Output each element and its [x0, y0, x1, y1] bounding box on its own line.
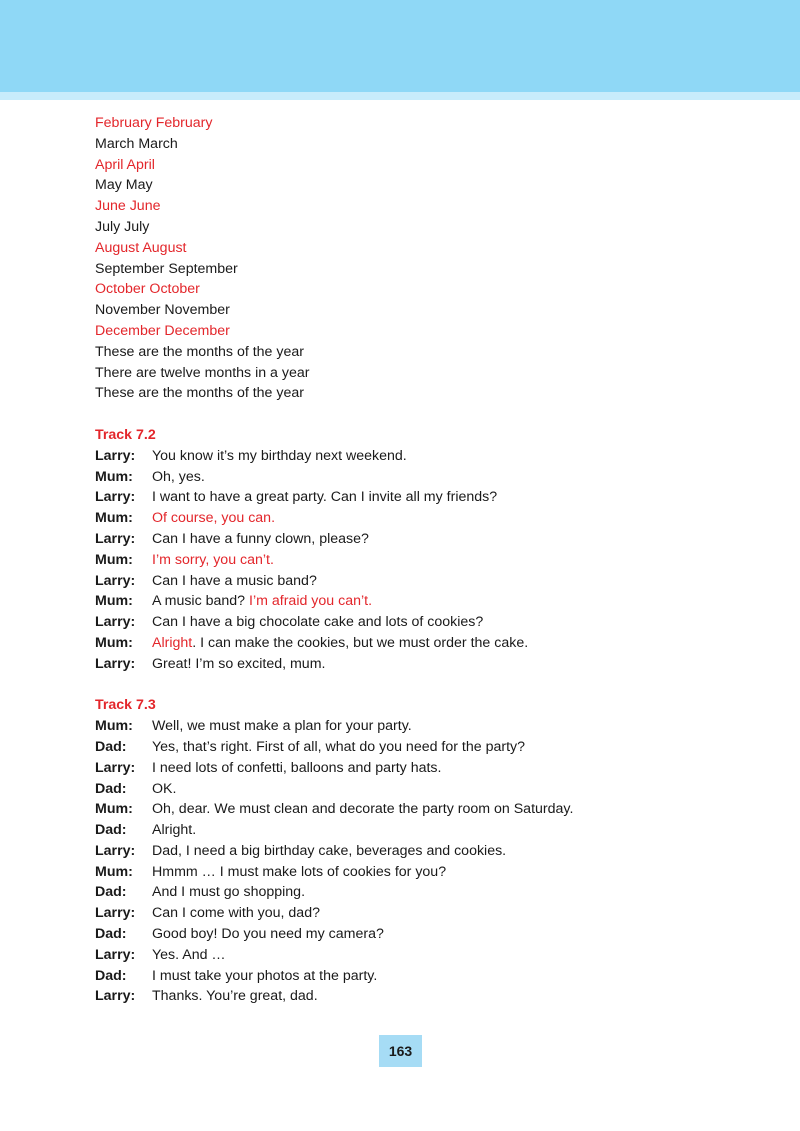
- speaker-label: Mum:: [95, 468, 133, 485]
- speech-text: [152, 779, 176, 800]
- speech-segment: Oh, dear. We must clean and decorate the party room on Saturday.: [152, 801, 574, 818]
- song-line: February February: [95, 115, 213, 131]
- speech-segment: Yes. And …: [152, 946, 226, 963]
- speech-text: [152, 487, 497, 508]
- speech-segment: Oh, yes.: [152, 468, 205, 485]
- header-stripe: [0, 92, 800, 100]
- speech-segment: Can I come with you, dad?: [152, 905, 320, 922]
- song-line: November November: [95, 302, 230, 319]
- song-line: December December: [95, 322, 230, 339]
- speaker-label: Dad:: [95, 780, 127, 797]
- dialogue-line: [95, 882, 775, 903]
- dialogue-line: [95, 612, 775, 633]
- speech-text: [152, 612, 483, 633]
- speaker-label: Dad:: [95, 738, 127, 755]
- song-line: August August: [95, 239, 187, 256]
- speaker-label: Mum:: [95, 593, 133, 610]
- speech-text: [152, 966, 377, 987]
- song-line: July July: [95, 218, 150, 235]
- dialogue-line: [95, 467, 775, 488]
- song-line: September September: [95, 260, 238, 277]
- dialogue-line: [95, 924, 775, 945]
- speaker-label: Larry:: [95, 946, 136, 963]
- song-line: These are the months of the year: [95, 385, 304, 402]
- speech-segment: OK.: [152, 780, 177, 797]
- speech-text: [152, 882, 305, 903]
- speech-segment: Good boy! Do you need my camera?: [152, 926, 384, 943]
- speaker-label: Larry:: [95, 759, 136, 776]
- highlighted-phrase: I’m afraid you can’t.: [249, 593, 373, 610]
- dialogue-line: [95, 633, 775, 654]
- dialogue-line: [95, 529, 775, 550]
- speech-text: [152, 737, 525, 758]
- header-band: [0, 0, 800, 92]
- track-7-3-title: Track 7.3: [95, 697, 156, 714]
- speech-segment: Hmmm … I must make lots of cookies for you?: [152, 863, 447, 880]
- speech-text: [152, 924, 384, 945]
- speech-text: [152, 820, 196, 841]
- song-line: There are twelve months in a year: [95, 364, 310, 381]
- speech-segment: Can I have a big chocolate cake and lots of cookies?: [152, 614, 484, 631]
- speech-segment: And I must go shopping.: [152, 884, 306, 901]
- dialogue-line: [95, 986, 775, 1007]
- dialogue-line: [95, 716, 775, 737]
- song-line: October October: [95, 281, 200, 298]
- speech-segment: A music band?: [152, 593, 250, 610]
- track-7-2-dialogue: [95, 446, 775, 675]
- page-content: [95, 113, 775, 1007]
- dialogue-line: [95, 799, 775, 820]
- highlighted-phrase: Of course, you can.: [152, 510, 276, 527]
- dialogue-line: [95, 654, 775, 675]
- speaker-label: Larry:: [95, 655, 136, 672]
- speaker-label: Larry:: [95, 572, 136, 589]
- dialogue-line: [95, 758, 775, 779]
- speaker-label: Larry:: [95, 447, 136, 464]
- dialogue-line: [95, 779, 775, 800]
- speech-segment: Can I have a music band?: [152, 572, 317, 589]
- speech-text: [152, 799, 573, 820]
- dialogue-line: [95, 508, 775, 529]
- speaker-label: Mum:: [95, 863, 133, 880]
- dialogue-line: [95, 966, 775, 987]
- speech-text: [152, 758, 441, 779]
- speaker-label: Dad:: [95, 822, 127, 839]
- speaker-label: Larry:: [95, 988, 136, 1005]
- speech-text: [152, 716, 412, 737]
- song-lyrics: [95, 113, 775, 404]
- song-line: These are the months of the year: [95, 343, 304, 360]
- highlighted-phrase: Alright: [152, 634, 193, 651]
- speech-segment: Can I have a funny clown, please?: [152, 530, 369, 547]
- speech-text: [152, 446, 407, 467]
- speaker-label: Mum:: [95, 801, 133, 818]
- dialogue-line: [95, 550, 775, 571]
- speaker-label: Dad:: [95, 926, 127, 943]
- speech-text: [152, 986, 318, 1007]
- speech-segment: Thanks. You’re great, dad.: [152, 988, 318, 1005]
- speech-segment: . I can make the cookies, but we must order the cake.: [192, 634, 529, 651]
- dialogue-line: [95, 591, 775, 612]
- speech-segment: I need lots of confetti, balloons and party hats.: [152, 759, 442, 776]
- speaker-label: Mum:: [95, 510, 133, 527]
- speech-segment: I must take your photos at the party.: [152, 967, 378, 984]
- speech-text: [152, 550, 274, 571]
- song-line: June June: [95, 198, 161, 215]
- speech-text: [152, 529, 369, 550]
- speech-segment: I want to have a great party. Can I invite all my friends?: [152, 489, 498, 506]
- speaker-label: Larry:: [95, 489, 136, 506]
- dialogue-line: [95, 446, 775, 467]
- dialogue-line: [95, 487, 775, 508]
- speech-text: [152, 508, 275, 529]
- highlighted-phrase: I’m sorry, you can’t.: [152, 551, 274, 568]
- song-line: March March: [95, 135, 178, 152]
- speaker-label: Larry:: [95, 530, 136, 547]
- speech-text: [152, 571, 317, 592]
- speaker-label: Larry:: [95, 905, 136, 922]
- speech-text: [152, 467, 205, 488]
- speech-text: [152, 591, 372, 612]
- song-line: May May: [95, 177, 153, 194]
- speaker-label: Mum:: [95, 634, 133, 651]
- speaker-label: Mum:: [95, 551, 133, 568]
- speech-segment: Yes, that’s right. First of all, what do you need for the party?: [152, 738, 526, 755]
- track-7-2-title: Track 7.2: [95, 426, 156, 443]
- speech-segment: Dad, I need a big birthday cake, beverages and cookies.: [152, 842, 507, 859]
- speech-segment: Alright.: [152, 822, 197, 839]
- dialogue-line: [95, 737, 775, 758]
- speech-text: [152, 945, 226, 966]
- song-line: April April: [95, 156, 155, 173]
- speaker-label: Dad:: [95, 967, 127, 984]
- dialogue-line: [95, 820, 775, 841]
- dialogue-line: [95, 862, 775, 883]
- speaker-label: Dad:: [95, 884, 127, 901]
- speech-text: [152, 654, 325, 675]
- dialogue-line: [95, 903, 775, 924]
- speech-segment: Great! I’m so excited, mum.: [152, 655, 326, 672]
- track-7-3-dialogue: [95, 716, 775, 1007]
- speaker-label: Mum:: [95, 718, 133, 735]
- speech-segment: You know it’s my birthday next weekend.: [152, 447, 407, 464]
- speech-text: [152, 633, 528, 654]
- speaker-label: Larry:: [95, 614, 136, 631]
- speech-text: [152, 903, 320, 924]
- page-number: 163: [379, 1035, 422, 1067]
- speaker-label: Larry:: [95, 842, 136, 859]
- dialogue-line: [95, 571, 775, 592]
- speech-text: [152, 862, 446, 883]
- speech-text: [152, 841, 506, 862]
- dialogue-line: [95, 841, 775, 862]
- speech-segment: Well, we must make a plan for your party.: [152, 718, 412, 735]
- dialogue-line: [95, 945, 775, 966]
